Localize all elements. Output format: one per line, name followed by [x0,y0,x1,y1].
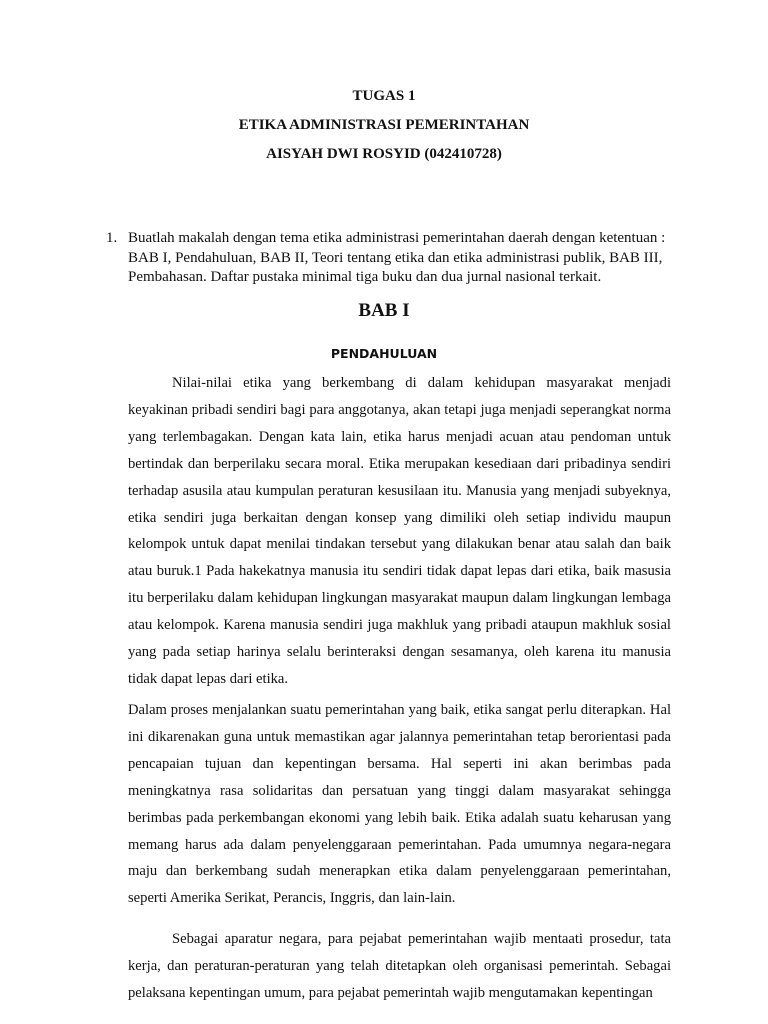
assignment-title: TUGAS 1 [352,88,416,104]
paragraph-2 [128,697,671,912]
question-item [106,229,676,288]
question-text: Buatlah makalah dengan tema etika administrasi pemerintahan daerah dengan ketentuan : BAB I, Pendahuluan, BAB II, Teori tentang etika dan etika administrasi publik, BAB III, Pembahasan. Daftar pustaka minimal tiga buku dan dua jurnal nasional terkait. [128,230,666,285]
paragraph-text: Nilai-nilai etika yang berkembang di dalam kehidupan masyarakat menjadi keyakinan pribadi sendiri bagi para anggotanya, akan tetapi juga menjadi seperangkat norma yang terlembagakan. Dengan kata lain, etika harus menjadi acuan atau pendoman untuk bertindak dan berperilaku secara moral. Etika merupakan kesediaan dari pribadinya sendiri terhadap asusila atau kumpulan peraturan kesusilaan itu. Manusia yang menjadi subyeknya, etika sendiri juga berkaitan dengan konsep yang dimiliki oleh setiap individu maupun kelompok untuk dapat menilai tindakan tersebut yang dilakukan benar atau salah dan baik atau buruk.1 Pada hakekatnya manusia itu sendiri tidak dapat lepas dari etika, baik masusia itu berperilaku dalam kehidupan lingkungan masyarakat maupun dalam lingkungan lembaga atau kelompok. Karena manusia sendiri juga makhluk yang pribadi ataupun makhluk sosial yang pada setiap harinya selalu berinteraksi dengan sesamanya, oleh karena itu manusia tidak dapat lepas dari etika. [128,375,671,687]
paragraph-3 [128,926,671,1007]
paragraph-text: Sebagai aparatur negara, para pejabat pemerintahan wajib mentaati prosedur, tata kerja, dan peraturan-peraturan yang telah ditetapkan oleh organisasi pemerintah. Sebagai pelaksana kepentingan umum, para pejabat pemerintah wajib mengutamakan kepentingan [128,931,671,1001]
course-title: ETIKA ADMINISTRASI PEMERINTAHAN [238,117,530,133]
chapter-subtitle: PENDAHULUAN [330,346,438,361]
paragraph-text: Dalam proses menjalankan suatu pemerintahan yang baik, etika sangat perlu diterapkan. Hal ini dikarenakan guna untuk memastikan agar jalannya pemerintahan tetap berorientasi pada pencapaian tujuan dan kepentingan bersama. Hal seperti ini akan berimbas pada meningkatnya rasa solidaritas dan persatuan yang tinggi dalam masyarakat sehingga berimbas pada perkembangan ekonomi yang lebih baik. Etika adalah suatu keharusan yang memang harus ada dalam penyelenggaraan pemerintahan. Pada umumnya negara-negara maju dan berkembang sudah menerapkan etika dalam penyelenggaraan pemerintahan, seperti Amerika Serikat, Perancis, Inggris, dan lain-lain. [128,702,671,907]
document-header [0,86,768,173]
author-line: AISYAH DWI ROSYID (042410728) [266,146,502,162]
paragraph-1 [128,370,671,693]
chapter-title: BAB I [358,300,410,321]
question-number: 1. [106,230,118,246]
